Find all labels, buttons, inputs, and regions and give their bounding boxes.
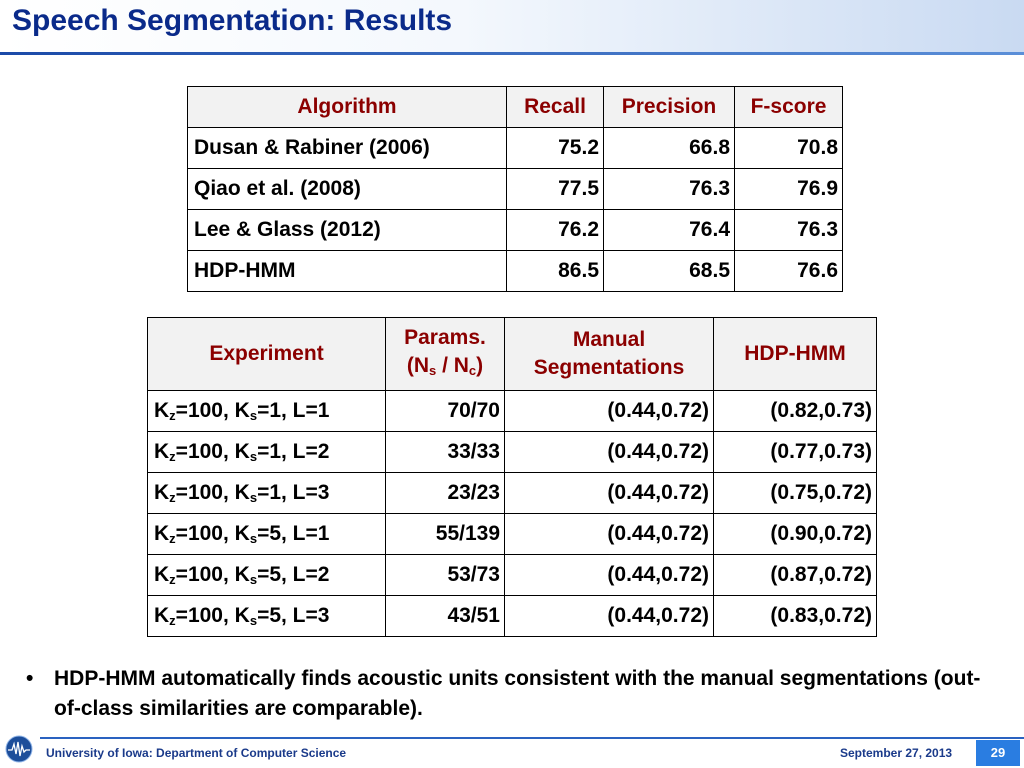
header-experiment: Experiment bbox=[148, 318, 386, 391]
footer-divider bbox=[40, 737, 1024, 739]
experiment-part: 3 bbox=[317, 481, 330, 504]
header-fscore: F-score bbox=[735, 87, 843, 128]
header-recall: Recall bbox=[507, 87, 604, 128]
experiment-part: 1 bbox=[269, 440, 282, 463]
experiment-part: , L= bbox=[281, 440, 318, 463]
experiment-table-header bbox=[148, 318, 877, 391]
footer-institution: University of Iowa: Department of Computer Science bbox=[46, 746, 347, 760]
cell-experiment bbox=[148, 514, 386, 555]
header-hdp-hmm: HDP-HMM bbox=[714, 318, 877, 391]
title-divider bbox=[0, 52, 1024, 55]
experiment-part: K bbox=[154, 604, 170, 627]
header-algorithm: Algorithm bbox=[188, 87, 507, 128]
experiment-part: 100 bbox=[187, 399, 223, 422]
header-params-sub-s: s bbox=[429, 362, 437, 378]
bullet-text: HDP-HMM automatically finds acoustic units consistent with the manual segmentations (out-of-class similarities are comparable). bbox=[54, 667, 981, 720]
cell-hdp-hmm: (0.82,0.73) bbox=[714, 391, 877, 432]
experiment-part: = bbox=[175, 604, 188, 627]
experiment-subscript: s bbox=[249, 613, 258, 628]
experiment-subscript: s bbox=[249, 408, 258, 423]
experiment-part: K bbox=[154, 399, 170, 422]
experiment-part: , K bbox=[222, 563, 250, 586]
table-row bbox=[148, 473, 877, 514]
cell-manual: (0.44,0.72) bbox=[505, 514, 714, 555]
experiment-part: 100 bbox=[187, 481, 223, 504]
cell-experiment bbox=[148, 473, 386, 514]
cell-params: 33/33 bbox=[386, 432, 505, 473]
cell-hdp-hmm: (0.77,0.73) bbox=[714, 432, 877, 473]
cell-manual: (0.44,0.72) bbox=[505, 596, 714, 637]
experiment-subscript: s bbox=[249, 531, 258, 546]
experiment-part: = bbox=[257, 563, 270, 586]
experiment-subscript: z bbox=[169, 449, 176, 464]
experiment-part: , K bbox=[222, 440, 250, 463]
page-number-badge: 29 bbox=[976, 740, 1020, 766]
experiment-part: 2 bbox=[317, 440, 330, 463]
experiment-part: 2 bbox=[317, 563, 330, 586]
cell-recall: 77.5 bbox=[507, 169, 604, 210]
cell-params: 43/51 bbox=[386, 596, 505, 637]
footer-date: September 27, 2013 bbox=[840, 746, 953, 760]
cell-fscore: 76.9 bbox=[735, 169, 843, 210]
table-row bbox=[148, 514, 877, 555]
header-precision: Precision bbox=[604, 87, 735, 128]
cell-algorithm: Qiao et al. (2008) bbox=[188, 169, 507, 210]
cell-experiment bbox=[148, 596, 386, 637]
table-row bbox=[188, 128, 843, 169]
experiment-part: , K bbox=[222, 604, 250, 627]
table-row bbox=[188, 169, 843, 210]
cell-experiment bbox=[148, 555, 386, 596]
cell-fscore: 76.3 bbox=[735, 210, 843, 251]
experiment-part: , L= bbox=[281, 522, 318, 545]
header-params-open: (N bbox=[406, 353, 430, 377]
table-row bbox=[148, 596, 877, 637]
experiment-part: = bbox=[257, 604, 270, 627]
header-params bbox=[386, 318, 505, 391]
cell-hdp-hmm: (0.83,0.72) bbox=[714, 596, 877, 637]
experiment-table-body bbox=[148, 391, 877, 637]
cell-precision: 76.4 bbox=[604, 210, 735, 251]
experiment-part: = bbox=[175, 481, 188, 504]
cell-precision: 66.8 bbox=[604, 128, 735, 169]
experiment-part: , L= bbox=[281, 563, 318, 586]
experiment-part: K bbox=[154, 563, 170, 586]
experiment-part: 100 bbox=[187, 522, 223, 545]
header-manual-line2: Segmentations bbox=[533, 356, 685, 379]
experiment-part: = bbox=[175, 399, 188, 422]
results-table bbox=[187, 86, 843, 292]
experiment-part: = bbox=[257, 440, 270, 463]
cell-experiment bbox=[148, 391, 386, 432]
experiment-part: K bbox=[154, 481, 170, 504]
cell-params: 53/73 bbox=[386, 555, 505, 596]
cell-params: 23/23 bbox=[386, 473, 505, 514]
cell-manual: (0.44,0.72) bbox=[505, 432, 714, 473]
globe-logo-icon bbox=[4, 734, 34, 764]
experiment-subscript: z bbox=[169, 613, 176, 628]
cell-hdp-hmm: (0.90,0.72) bbox=[714, 514, 877, 555]
cell-precision: 68.5 bbox=[604, 251, 735, 292]
experiment-part: , K bbox=[222, 481, 250, 504]
experiment-part: , L= bbox=[281, 399, 318, 422]
experiment-part: K bbox=[154, 522, 170, 545]
experiment-part: = bbox=[257, 522, 270, 545]
cell-fscore: 70.8 bbox=[735, 128, 843, 169]
experiment-part: , L= bbox=[281, 604, 318, 627]
table-row bbox=[148, 432, 877, 473]
header-params-label: Params. bbox=[404, 325, 486, 349]
bullet-marker: • bbox=[26, 667, 34, 690]
table-row bbox=[188, 251, 843, 292]
experiment-part: = bbox=[175, 522, 188, 545]
experiment-subscript: s bbox=[249, 490, 258, 505]
cell-recall: 86.5 bbox=[507, 251, 604, 292]
experiment-part: 1 bbox=[317, 522, 330, 545]
results-table-header bbox=[188, 87, 843, 128]
experiment-part: = bbox=[175, 440, 188, 463]
cell-experiment bbox=[148, 432, 386, 473]
experiment-part: = bbox=[175, 563, 188, 586]
experiment-part: 100 bbox=[187, 604, 223, 627]
cell-manual: (0.44,0.72) bbox=[505, 391, 714, 432]
cell-recall: 76.2 bbox=[507, 210, 604, 251]
experiment-part: = bbox=[257, 481, 270, 504]
cell-algorithm: HDP-HMM bbox=[188, 251, 507, 292]
header-manual-segmentations bbox=[505, 318, 714, 391]
header-manual-line1: Manual bbox=[572, 328, 646, 351]
experiment-subscript: z bbox=[169, 490, 176, 505]
cell-manual: (0.44,0.72) bbox=[505, 473, 714, 514]
experiment-part: , K bbox=[222, 522, 250, 545]
experiment-part: 1 bbox=[269, 481, 282, 504]
experiment-part: 1 bbox=[317, 399, 330, 422]
table-row bbox=[148, 391, 877, 432]
cell-params: 55/139 bbox=[386, 514, 505, 555]
slide-title: Speech Segmentation: Results bbox=[12, 4, 453, 37]
experiment-part: , K bbox=[222, 399, 250, 422]
experiment-part: 5 bbox=[269, 522, 282, 545]
table-row bbox=[148, 555, 877, 596]
experiment-part: , L= bbox=[281, 481, 318, 504]
table-row bbox=[188, 210, 843, 251]
experiment-subscript: s bbox=[249, 449, 258, 464]
cell-algorithm: Lee & Glass (2012) bbox=[188, 210, 507, 251]
experiment-part: K bbox=[154, 440, 170, 463]
experiment-part: 100 bbox=[187, 563, 223, 586]
header-params-sub-c: c bbox=[468, 362, 477, 378]
cell-hdp-hmm: (0.87,0.72) bbox=[714, 555, 877, 596]
experiment-subscript: s bbox=[249, 572, 258, 587]
title-bar bbox=[0, 0, 1024, 52]
cell-precision: 76.3 bbox=[604, 169, 735, 210]
cell-recall: 75.2 bbox=[507, 128, 604, 169]
header-params-close: ) bbox=[476, 353, 484, 377]
header-params-mid: / N bbox=[436, 353, 469, 377]
experiment-part: 5 bbox=[269, 563, 282, 586]
experiment-part: 5 bbox=[269, 604, 282, 627]
experiment-subscript: z bbox=[169, 408, 176, 423]
experiment-subscript: z bbox=[169, 531, 176, 546]
experiment-subscript: z bbox=[169, 572, 176, 587]
experiment-part: = bbox=[257, 399, 270, 422]
cell-algorithm: Dusan & Rabiner (2006) bbox=[188, 128, 507, 169]
experiment-part: 100 bbox=[187, 440, 223, 463]
cell-fscore: 76.6 bbox=[735, 251, 843, 292]
cell-hdp-hmm: (0.75,0.72) bbox=[714, 473, 877, 514]
cell-manual: (0.44,0.72) bbox=[505, 555, 714, 596]
experiment-part: 3 bbox=[317, 604, 330, 627]
cell-params: 70/70 bbox=[386, 391, 505, 432]
experiment-table bbox=[147, 317, 877, 637]
experiment-part: 1 bbox=[269, 399, 282, 422]
